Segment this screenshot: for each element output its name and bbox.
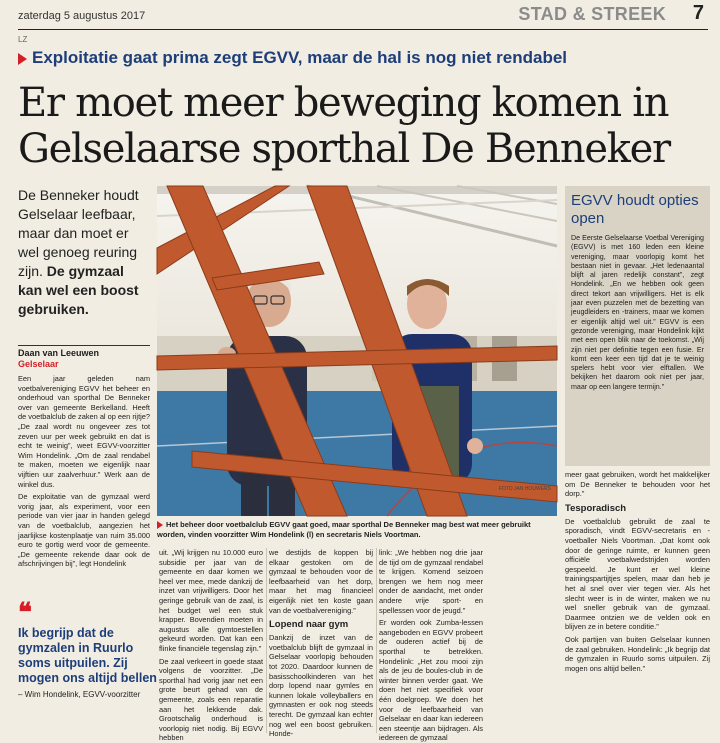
- body-column-3: [379, 548, 483, 743]
- paragraph: link: „We hebben nog drie jaar de tijd om de gymzaal rendabel te krijgen. Komend seizoen brengen we hem nog meer onder de aandacht, met onder andere vrije sport- en spellessen voor de jeugd.”: [379, 548, 483, 615]
- page-header: [18, 0, 708, 30]
- right-column-text: [565, 470, 710, 733]
- article-headline: Er moet meer beweging komen in Gelselaarse sporthal De Benneker: [18, 80, 670, 172]
- body-column-1: [159, 548, 263, 743]
- paragraph: uit. „Wij krijgen nu 10.000 euro subsidie per jaar van de gemeente en daar komen we heel ver mee, mede dankzij de inzet van vrijwilligers. Door het geringe gebruik van de zaal, is het budget wel een stuk krapper. Bovendien moeten in augustus alle gymtoestellen gekeurd worden. Dat kan een flinke financiële tegenslag zijn.”: [159, 548, 263, 653]
- article-photo: [157, 186, 557, 516]
- subheading: Tesporadisch: [565, 502, 627, 514]
- paragraph: Dankzij de inzet van de voetbalclub blijft de gymzaal in Gelselaar voorlopig behouden tot 2020. Daardoor kunnen de basisschoolkinderen van het dorp lopend naar gymles en kunnen lokale volleyballers en gymnasten er ook nog steeds terecht. De gymzaal kan echter nog wel een boost gebruiken. Honde-: [269, 633, 373, 739]
- sidebar-box: [565, 186, 710, 466]
- publication-date: zaterdag 5 augustus 2017: [18, 10, 146, 22]
- kicker-arrow-icon: [18, 53, 27, 65]
- kicker-text: Exploitatie gaat prima zegt EGVV, maar de hal is nog niet rendabel: [32, 48, 568, 67]
- paragraph: Er worden ook Zumba-lessen aangeboden en EGVV probeert de ouderen actief bij de sporthal te betrekken. Hondelink: „Het zou mooi zijn als de jeu de boules-club in de winter binnen verder gaat. We doen het niet specifiek voor één doelgroep. We doen het voor de leefbaarheid van Gelselaar en daar kan iedereen een steentje aan bijdragen. Als iedereen de gymzaal: [379, 618, 483, 743]
- left-column-text: [18, 374, 150, 599]
- body-column-2: [269, 548, 373, 739]
- section-title: STAD & STREEK: [518, 4, 666, 24]
- paragraph: De voetbalclub gebruikt de zaal te sporadisch, vindt EGVV-secretaris en -voetballer Niels Voortman. „Dat komt ook door de geringe ruimte, er kunnen geen officiële voetbalwedstrijden worden gespeeld. Je kunt er wel kleine trainingspartijtjes spelen, maar dan heb je het al snel over vier tegen vier. Als het slecht weer is in de winter, maken we nu wel sneller gebruik van de gymzaal. Daarmee ontzien we de velden ook en blijven ze in betere conditie.”: [565, 516, 710, 632]
- page-number: 7: [692, 2, 704, 24]
- photo-credit: FOTO JAN HOUWERS: [498, 486, 551, 492]
- edition-code: LZ: [18, 35, 28, 44]
- paragraph: we destijds de koppen bij elkaar gestoken om de gymzaal te behouden voor de leefbaarheid van het dorp, maar het mag financieel eigenlijk niet ten koste gaan van de voetbalvereniging.”: [269, 548, 373, 615]
- paragraph: Een jaar geleden nam voetbalvereniging EGVV het beheer en onderhoud van sporthal De Benneker over van gemeente Berkelland. Heeft de voetbalclub de zaken al op een rijtje? „De zaal wordt nu ongeveer zes tot zeven uur per week gebruikt en dat is echt te weinig”, weet EGVV-voorzitter Wim Hondelink. „Om de zaal rendabel te maken, moeten we eigenlijk naar vijftien uur zaalverhuur.” Werk aan de winkel dus.: [18, 374, 150, 489]
- column-divider: [266, 548, 267, 733]
- sidebar-text: De Eerste Gelselaarse Voetbal Vereniging (EGVV) is met 160 leden een kleine vereniging, maar voorlopig komt het bestaan niet in gevaar. „Het ledenaantal blijft al jaren redelijk constant”, zegt Hondelink. „En we hebben ook geen direct tekort aan vrijwilligers. Het is elk jaar even puzzelen met de bezetting van jeugdleiders en -trainers, maar we komen er eigenlijk altijd wel uit.” EGVV is een gezonde vereniging, maar Hondelink kijkt met een open blik naar de toekomst. „Wij zijn niet per definitie tegen een fusie. Er komt een keer een tijd dat je te weinig spelers hebt voor vier elftallen. We bekijken het daarom ook niet per jaar, maar op een langere termijn.”: [571, 234, 704, 391]
- paragraph: De zaal verkeert in goede staat volgens de voorzitter. „De sporthal had vorig jaar net een grote beurt gehad van de gemeente, zoals een reparatie aan het lekkende dak. Grootschalig onderhoud is voorlopig niet nodig. Bij EGVV hebben: [159, 656, 263, 743]
- caption-text: Het beheer door voetbalclub EGVV gaat goed, maar sporthal De Benneker mag best wat meer gebruikt worden, vinden voorzitter Wim Hondelink (l) en secretaris Niels Voortman.: [157, 520, 531, 539]
- subheading: Lopend naar gym: [269, 619, 349, 631]
- caption-arrow-icon: [157, 521, 163, 529]
- quote-text: Ik begrijp dat de gymzalen in Ruurlo soms uitpuilen. Zij mogen ons altijd bellen: [18, 626, 157, 685]
- paragraph: De exploitatie van de gymzaal werd vorig jaar, als experiment, voor een periode van vier jaar in handen gelegd van de voetbalclub, aangezien het jaarlijkse kostenplaatje van ruim 35.000 euro te gortig werd voor de gemeente. „De gemeente rekende daar ook de afschrijvingen bij”, legt Hondelink: [18, 492, 150, 569]
- article-intro: [18, 186, 150, 319]
- paragraph: meer gaat gebruiken, wordt het makkelijker om De Benneker te behouden voor het dorp.”: [565, 470, 710, 499]
- photo-caption: [157, 520, 557, 539]
- sidebar-title: EGVV houdt opties open: [571, 192, 699, 227]
- quote-source: – Wim Hondelink, EGVV-voorzitter: [18, 690, 141, 699]
- author-name: Daan van Leeuwen: [18, 348, 100, 358]
- pull-quote: [18, 598, 158, 700]
- intro-text: De Benneker houdt Gelselaar leefbaar, maar dan moet er wel genoeg reuring zijn.: [18, 187, 139, 279]
- kicker: [18, 48, 708, 70]
- photo-illustration: [157, 186, 557, 516]
- column-divider: [376, 548, 377, 733]
- quote-mark-icon: ❝: [18, 598, 32, 628]
- intro-bold-text: De gymzaal kan wel een boost gebruiken.: [18, 263, 139, 317]
- byline: [18, 345, 150, 369]
- paragraph: Ook partijen van buiten Gelselaar kunnen de zaal gebruiken. Hondelink: „Ik begrijp dat de gymzalen in Ruurlo soms uitpuilen. Zij mogen ons altijd bellen.”: [565, 634, 710, 673]
- dateline-place: Gelselaar: [18, 359, 59, 369]
